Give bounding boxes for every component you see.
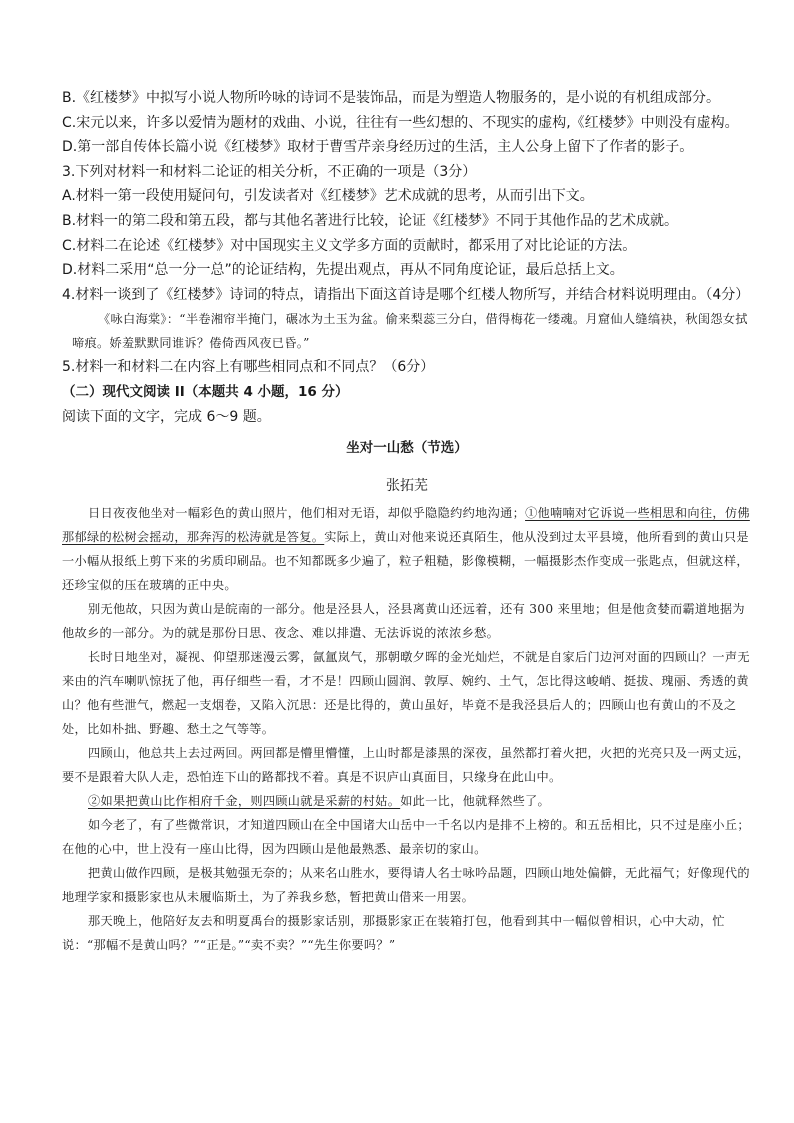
passage-title: 坐对一山愁（节选） (346, 440, 468, 457)
question-4-stem: 4.材料一谈到了《红楼梦》诗词的特点，请指出下面这首诗是哪个红楼人物所写，并结合材料说明理由。（4分） (62, 286, 750, 303)
poem-text: 《咏白海棠》：“半卷湘帘半掩门，碾冰为土玉为盆。偷来梨蕊三分白，借得梅花一缕魂。月窟仙人缝缟袂，秋闺怨女拭啼痕。娇羞默默同谁诉？倦倚西风夜已昏。” (72, 312, 748, 351)
passage-paragraph-4: 四顾山，他总共上去过两回。两回都是懵里懵懂，上山时都是漆黑的深夜，虽然都打着火把，火把的光亮只及一两丈远，要不是跟着大队人走，恐怕连下山的路都找不着。真是不识庐山真面目，只缘身在此山中。 (62, 746, 750, 785)
passage-paragraph-7: 把黄山做作四顾，是极其勉强无奈的；从来名山胜水，要得请人名士咏吟品题，四顾山地处偏僻，无此福气；好像现代的地理学家和摄影家也从未履临斯土，为了养我乡愁，暂把黄山借来一用罢。 (62, 866, 750, 905)
passage-paragraph-6: 如今老了，有了些微常识，才知道四顾山在全中国诸大山岳中一千名以内是排不上榜的。和五岳相比，只不过是座小丘；在他的心中，世上没有一座山比得，因为四顾山是他最熟悉、最亲切的家山。 (62, 818, 750, 857)
option-3b: B.材料一的第二段和第五段，都与其他名著进行比较，论证《红楼梦》不同于其他作品的艺术成就。 (62, 212, 679, 229)
paragraph-5-text: 如此一比，他就释然些了。 (400, 794, 551, 809)
marked-sentence-2: ②如果把黄山比作相府千金，则四顾山就是采薪的村姑。 (88, 794, 401, 809)
marked-sentence-1: ①他喃喃对它诉说一些相思和向往，仿佛那郁绿的松树会摇动，那奔泻的松涛就是答复。 (62, 506, 750, 545)
option-3d: D.材料二采用“总一分一总”的论证结构，先提出观点，再从不同角度论证，最后总括上文。 (62, 262, 624, 279)
paragraph-1-text-a: 日日夜夜他坐对一幅彩色的黄山照片，他们相对无语，却似乎隐隐约约地沟通； (88, 506, 526, 521)
exam-page (62, 86, 752, 957)
question-5-stem: 5.材料一和材料二在内容上有哪些相同点和不同点？（6分） (62, 359, 435, 376)
paragraph-1-text-b: 实际上，黄山对他来说还真陌生，他从没到过太平县境，他所看到的黄山只是一小幅从报纸上剪下来的劣质印刷品。也不知都既多少遍了，粒子粗糙，影像模糊，一幅摄影杰作变成一张匙点，但就这样，还珍宝似的压在玻璃的正中央。 (62, 530, 749, 593)
passage-paragraph-8: 那天晚上，他陪好友去和明夏禹台的摄影家话别，那摄影家正在装箱打包，他看到其中一幅似曾相识，心中大动，忙说：“那幅不是黄山吗？”“正是。”“卖不卖？”“先生你要吗？” (62, 914, 725, 953)
passage-paragraph-1 (62, 501, 752, 597)
question-3-stem: 3.下列对材料一和材料二论证的相关分析，不正确的一项是（3分） (62, 163, 477, 180)
option-3a: A.材料一第一段使用疑问句，引发读者对《红楼梦》艺术成就的思考，从而引出下文。 (62, 188, 594, 205)
passage-paragraph-3: 长时日地坐对，凝视、仰望那迷漫云雾，氤氲岚气，那朝暾夕晖的金光灿烂，不就是自家后门边河对面的四顾山？一声无来由的汽车喇叭惊抚了他，再仔细些一看，才不是！四顾山圆润、敦厚、婉约、土气，怎比得这峻峭、挺拔、瑰丽、秀透的黄山？他有些泄气，燃起一支烟卷，又陷入沉思：还是比得的，黄山虽好，毕竟不是我泾县后人的；四顾山也有黄山的不及之处，比如朴拙、野趣、愁土之气等等。 (62, 650, 750, 737)
passage-author: 张拓芜 (386, 478, 428, 495)
option-2b: B.《红楼梦》中拟写小说人物所吟咏的诗词不是装饰品，而是为塑造人物服务的，是小说的有机组成部分。 (62, 90, 721, 106)
passage-paragraph-2: 别无他故，只因为黄山是皖南的一部分。他是泾县人，泾县离黄山还远着，还有 300 来里地；但是他贪婪而霸道地据为他故乡的一部分。为的就是那份日思、夜念、难以排遣、无法诉说的浓浓乡愁。 (62, 602, 745, 641)
option-3c: C.材料二在论述《红楼梦》对中国现实主义文学多方面的贡献时，都采用了对比论证的方法。 (62, 237, 637, 254)
reading-instruction: 阅读下面的文字，完成 6～9 题。 (62, 408, 271, 425)
option-2d: D.第一部自传体长篇小说《红楼梦》取材于曹雪芹亲身经历过的生活，主人公身上留下了作者的影子。 (62, 139, 694, 156)
passage-paragraph-5 (62, 789, 752, 813)
section-heading: （二）现代文阅读 II（本题共 4 小题，16 分） (62, 383, 349, 400)
option-2c: C.宋元以来，许多以爱情为题材的戏曲、小说，往往有一些幻想的、不现实的虚构,《红楼梦》中则没有虚构。 (62, 114, 739, 131)
